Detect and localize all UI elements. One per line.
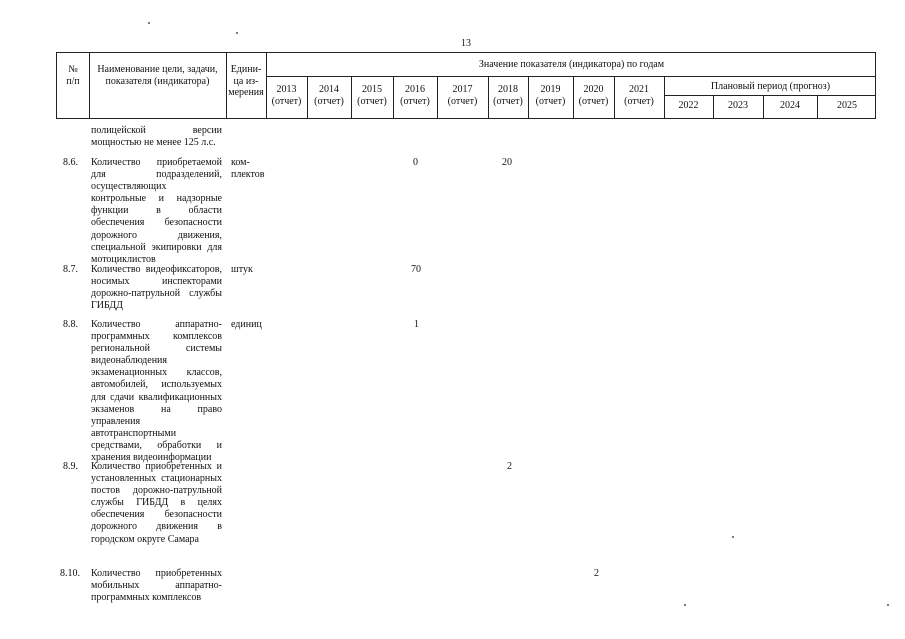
- row-divider: [266, 76, 875, 77]
- row-unit: ком- плектов: [231, 157, 265, 181]
- continuation-text: полицейской версии мощностью не менее 125 л.с.: [91, 125, 222, 149]
- year-label: 2018: [498, 84, 518, 95]
- plan-year: 2023: [728, 100, 748, 111]
- plan-title: Плановый период (прогноз): [710, 81, 831, 92]
- year-label: 2021: [629, 84, 649, 95]
- values-title: Значение показателя (индикатора) по годам: [478, 59, 665, 70]
- scan-speck: [236, 32, 238, 34]
- year-note: (отчет): [400, 95, 430, 107]
- row-value: 2: [594, 568, 599, 579]
- plan-year: 2025: [837, 100, 857, 111]
- table-header: [56, 52, 876, 119]
- row-value: 1: [414, 319, 419, 330]
- scan-speck: [887, 604, 889, 606]
- row-value: 2: [507, 461, 512, 472]
- row-number: 8.10.: [60, 568, 80, 579]
- row-name: Количество видеофиксаторов, носимых инспекторами дорожно-патрульной службы ГИБДД: [91, 264, 222, 312]
- col-name-header: Наименование цели, задачи, показателя (индикатора): [97, 64, 218, 87]
- row-name: Количество приобретенных мобильных аппаратно-программных комплексов: [91, 568, 222, 604]
- row-value: 70: [411, 264, 421, 275]
- row-number: 8.8.: [63, 319, 78, 330]
- year-note: (отчет): [447, 95, 478, 107]
- year-label: 2020: [583, 84, 604, 95]
- col-num-header: № п/п: [66, 64, 80, 87]
- year-label: 2016: [405, 84, 425, 95]
- row-divider: [664, 95, 875, 96]
- year-note: (отчет): [535, 95, 566, 107]
- year-label: 2013: [276, 84, 297, 95]
- plan-year: 2024: [780, 100, 800, 111]
- row-name: Количество приобретаемой для подразделений, осуществляющих контрольные и надзорные функции в области обеспечения безопасности дорожного движения, специальной экипировки для мотоциклистов: [91, 157, 222, 265]
- scan-speck: [732, 536, 734, 538]
- year-note: (отчет): [271, 95, 302, 107]
- row-name: Количество приобретенных и установленных стационарных постов дорожно-патрульной службы ГИБДД в целях обеспечения безопасности дорожного движения в городском округе Самара: [91, 461, 222, 545]
- row-name: Количество аппаратно-программных комплексов региональной системы видеонаблюдения экзаменационных классов, автомобилей, используемых для сдачи квалификационных экзаменов на право управления автотранспортными средствами, обработки и хранения видеоинформации: [91, 319, 222, 464]
- row-unit: единиц: [231, 319, 262, 330]
- col-unit-header: Едини- ца из- мерения: [228, 64, 264, 98]
- year-label: 2017: [452, 84, 473, 95]
- row-unit: штук: [231, 264, 253, 275]
- year-note: (отчет): [578, 95, 609, 107]
- row-value: 0: [413, 157, 418, 168]
- year-label: 2019: [540, 84, 561, 95]
- scan-speck: [684, 604, 686, 606]
- year-label: 2015: [362, 84, 382, 95]
- page-number: 13: [461, 38, 471, 49]
- year-note: (отчет): [314, 95, 344, 107]
- row-number: 8.7.: [63, 264, 78, 275]
- row-number: 8.9.: [63, 461, 78, 472]
- plan-year: 2022: [678, 100, 699, 111]
- scan-speck: [148, 22, 150, 24]
- year-note: (отчет): [624, 95, 654, 107]
- year-note: (отчет): [357, 95, 387, 107]
- row-value: 20: [502, 157, 512, 168]
- row-number: 8.6.: [63, 157, 78, 168]
- year-note: (отчет): [493, 95, 523, 107]
- year-label: 2014: [319, 84, 339, 95]
